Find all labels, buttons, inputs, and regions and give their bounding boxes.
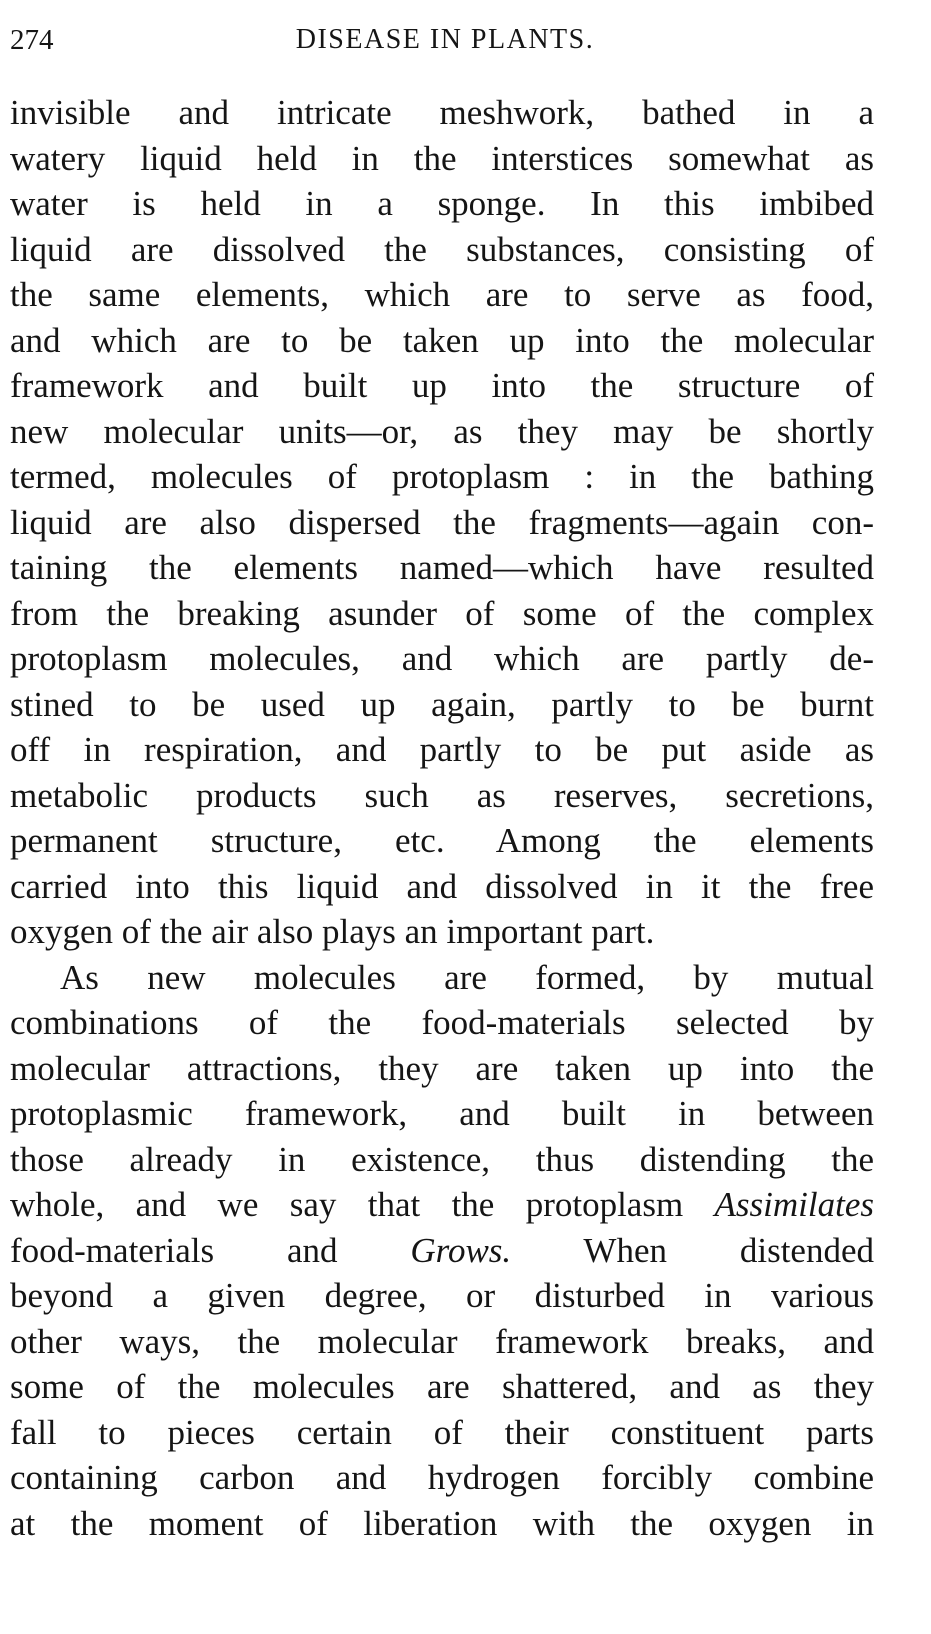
text-line: the same elements, which are to serve as food,	[10, 275, 874, 314]
paragraph-2	[10, 955, 874, 1547]
text-line: new molecular units—or, as they may be shortly	[10, 411, 874, 451]
text-line: framework and built up into the structure of	[10, 366, 874, 405]
text-line: molecular attractions, they are taken up into the	[10, 1048, 874, 1088]
text-line: water is held in a sponge. In this imbibed	[10, 184, 874, 223]
italic-term-grows: Grows.	[410, 1230, 512, 1270]
text-line: some of the molecules are shattered, and as they	[10, 1367, 874, 1406]
text-line: combinations of the food-materials selected by	[10, 1003, 874, 1042]
text-line	[10, 1228, 874, 1274]
text-line: liquid are dissolved the substances, consisting of	[10, 229, 874, 269]
text-segment: When distended	[511, 1230, 874, 1270]
text-line: protoplasm molecules, and which are partly de-	[10, 639, 874, 678]
body-text	[10, 90, 874, 1546]
text-line: liquid are also dispersed the fragments—again con-	[10, 502, 874, 542]
text-line: permanent structure, etc. Among the elements	[10, 821, 874, 860]
text-line: invisible and intricate meshwork, bathed in a	[10, 93, 874, 132]
text-line: and which are to be taken up into the molecular	[10, 320, 874, 360]
text-line: stined to be used up again, partly to be burnt	[10, 684, 874, 724]
page-header	[10, 20, 880, 60]
text-line: oxygen of the air also plays an important part.	[10, 912, 655, 951]
text-line: As new molecules are formed, by mutual	[60, 957, 874, 997]
page-number: 274	[10, 24, 54, 56]
paragraph-1	[10, 90, 874, 955]
running-title: DISEASE IN PLANTS.	[295, 24, 595, 55]
text-line: other ways, the molecular framework breaks, and	[10, 1321, 874, 1361]
italic-term-assimilates: Assimilates	[714, 1185, 874, 1224]
text-line: at the moment of liberation with the oxygen in	[10, 1503, 874, 1543]
text-line: off in respiration, and partly to be put aside as	[10, 730, 874, 769]
text-segment: whole, and we say that the protoplasm	[10, 1185, 715, 1224]
text-line: beyond a given degree, or disturbed in various	[10, 1276, 874, 1315]
text-line: metabolic products such as reserves, secretions,	[10, 775, 874, 815]
text-line: containing carbon and hydrogen forcibly combine	[10, 1458, 874, 1497]
text-line: those already in existence, thus distending the	[10, 1139, 874, 1179]
text-line: taining the elements named—which have resulted	[10, 548, 874, 587]
text-line: fall to pieces certain of their constituent parts	[10, 1412, 874, 1452]
text-line: carried into this liquid and dissolved in it the free	[10, 866, 874, 906]
text-line	[10, 1182, 874, 1228]
text-segment: food-materials and	[10, 1230, 411, 1270]
text-line: termed, molecules of protoplasm : in the bathing	[10, 457, 874, 496]
text-line: from the breaking asunder of some of the complex	[10, 593, 874, 633]
text-line: protoplasmic framework, and built in between	[10, 1094, 874, 1133]
text-line: watery liquid held in the interstices somewhat as	[10, 138, 874, 178]
